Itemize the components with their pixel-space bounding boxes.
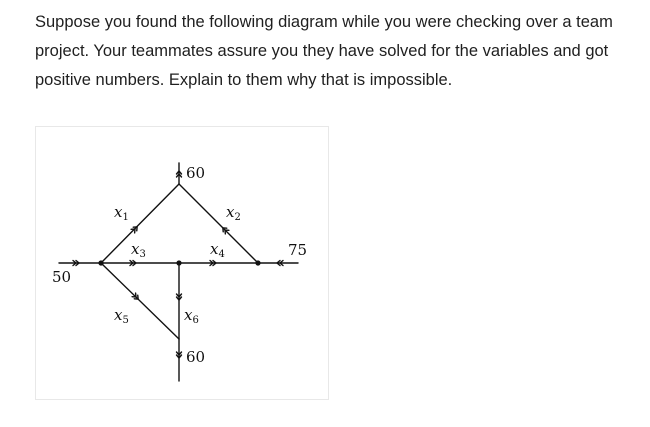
- node-right: [255, 260, 260, 265]
- var-x1-label: $x_1$: [114, 203, 129, 223]
- var-x4-label: $x_4$: [210, 240, 225, 260]
- var-x6-label: $x_6$: [184, 306, 199, 326]
- var-x5-label: $x_5$: [114, 306, 129, 326]
- input-top-label: 60: [186, 164, 206, 182]
- output-right-label: 75: [288, 241, 308, 259]
- var-x2-label: $x_2$: [226, 203, 241, 223]
- node-left: [98, 260, 103, 265]
- network-diagram-svg: [36, 127, 330, 401]
- question-text: Suppose you found the following diagram while you were checking over a team project. Your teammates assure you they have solved for the variables and got positive numbers. Explain to them why that is impossible.: [35, 13, 613, 89]
- network-diagram: [35, 126, 329, 400]
- var-x3-label: $x_3$: [131, 240, 146, 260]
- input-left-label: 50: [52, 268, 72, 286]
- output-bottom-label: 60: [186, 348, 206, 366]
- edge-x5: [101, 263, 179, 339]
- node-center: [176, 260, 181, 265]
